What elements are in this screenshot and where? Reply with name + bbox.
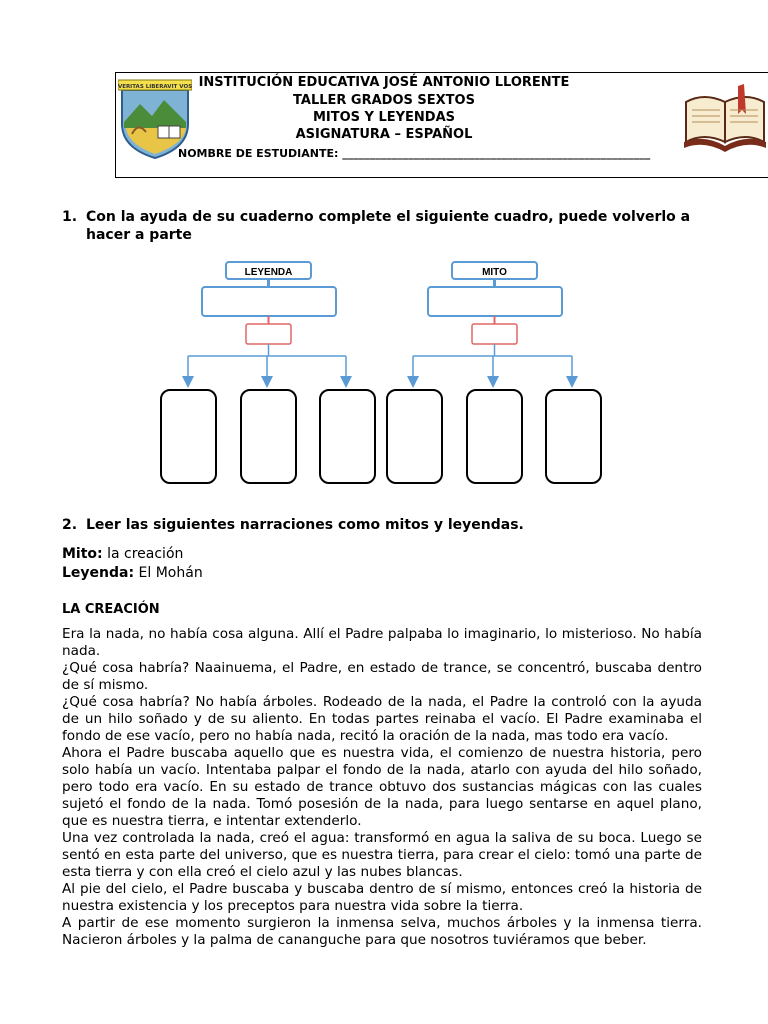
leyenda-leaf-box[interactable] xyxy=(320,390,375,483)
mito-tree xyxy=(387,262,601,483)
story-paragraph: A partir de ese momento surgieron la inmensa selva, muchos árboles y la inmensa tierra. Nacieron árboles y la palma de cananguche para que nosotros tuviéramos que beber. xyxy=(62,915,702,948)
leyenda-line-label: Leyenda: xyxy=(62,565,135,581)
mito-line xyxy=(62,545,183,563)
student-name-field: NOMBRE DE ESTUDIANTE: ________________________________________________________ xyxy=(178,147,651,160)
topic-title: MITOS Y LEYENDAS xyxy=(312,110,456,125)
mito-definition-box xyxy=(428,287,562,316)
question-1-number: 1. xyxy=(62,209,78,225)
story-paragraph: ¿Qué cosa habría? Naainuema, el Padre, en estado de trance, se concentró, buscaba dentro de sí mismo. xyxy=(62,660,702,693)
story-paragraph: Al pie del cielo, el Padre buscaba y buscaba dentro de sí mismo, entonces creó la historia de nuestra existencia y los preceptos para nuestra vida sobre la tierra. xyxy=(62,881,702,914)
story-body xyxy=(62,626,702,949)
mito-line-label: Mito: xyxy=(62,546,103,562)
concept-map-diagram xyxy=(0,250,768,490)
leyenda-line xyxy=(62,564,203,582)
question-1-text: Con la ayuda de su cuaderno complete el siguiente cuadro, puede volverlo a hacer a parte xyxy=(86,209,691,243)
mito-line-value: la creación xyxy=(107,546,184,562)
leyenda-connector-box xyxy=(246,324,291,344)
leyenda-line-value: El Mohán xyxy=(138,565,203,581)
story-paragraph: Era la nada, no había cosa alguna. Allí el Padre palpaba lo imaginario, lo misterioso. No había nada. xyxy=(62,626,702,659)
story-paragraph: Ahora el Padre buscaba aquello que es nuestra vida, el comienzo de nuestra historia, pero solo había un vacío. Intentaba palpar el fondo de la nada, atarlo con ayuda del hilo soñado, pero todo era vacío. En su estado de trance obtuvo dos sustancias mágicas con las cuales sujetó el fondo de la nada. Tomó posesión de la nada, para luego sentarse en aquel plano, que es nuestra tierra, e intentar extenderlo. xyxy=(62,745,702,829)
question-2-number: 2. xyxy=(62,517,78,533)
mito-leaf-box[interactable] xyxy=(467,390,522,483)
mito-leaf-box[interactable] xyxy=(387,390,442,483)
workshop-title: TALLER GRADOS SEXTOS xyxy=(293,93,475,108)
leyenda-tree xyxy=(161,262,375,483)
leyenda-label: LEYENDA xyxy=(244,267,293,278)
question-2-text: Leer las siguientes narraciones como mitos y leyendas. xyxy=(86,517,524,533)
question-1 xyxy=(62,208,762,248)
story-title: LA CREACIÓN xyxy=(62,602,160,617)
story-paragraph: Una vez controlada la nada, creó el agua: transformó en agua la saliva de su boca. Luego se sentó en esta parte del universo, que es nuestra tierra, para crear el cielo: tomó una parte de esta tierra y con ella creó el cielo azul y las nubes blancas. xyxy=(62,830,702,880)
mito-label: MITO xyxy=(482,267,507,278)
school-name: INSTITUCIÓN EDUCATIVA JOSÉ ANTONIO LLORENTE xyxy=(198,75,570,90)
mito-connector-box xyxy=(472,324,517,344)
question-2 xyxy=(62,516,762,536)
mito-leaf-box[interactable] xyxy=(546,390,601,483)
story-paragraph: ¿Qué cosa habría? No había árboles. Rodeado de la nada, el Padre la controló con la ayuda de un hilo soñado y de su aliento. En todas partes reinaba el vacío. El Padre examinaba el fondo de ese vacío, pero no había nada, recitó la oración de la nada, mas todo era vacío. xyxy=(62,694,702,744)
leyenda-definition-box xyxy=(202,287,336,316)
leyenda-leaf-box[interactable] xyxy=(241,390,296,483)
subject-title: ASIGNATURA – ESPAÑOL xyxy=(295,127,473,142)
leyenda-leaf-box[interactable] xyxy=(161,390,216,483)
logo-banner-text: VERITAS LIBERAVIT VOS xyxy=(118,84,192,90)
